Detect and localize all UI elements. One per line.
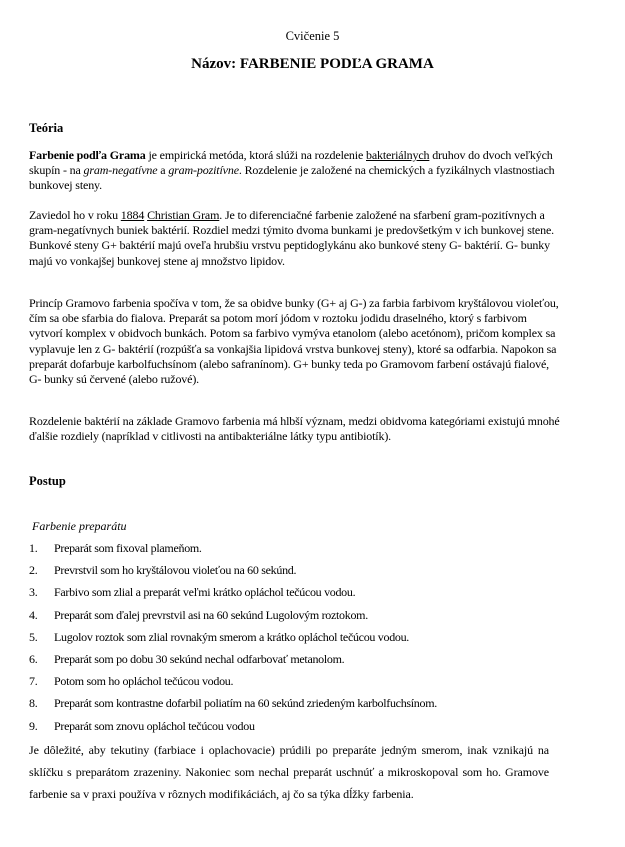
theory-paragraph-2 bbox=[29, 208, 561, 269]
exercise-number: Cvičenie 5 bbox=[285, 29, 340, 43]
step-text: Preparát som kontrastne dofarbil poliatím na 60 sekúnd zriedeným karbolfuchsínom. bbox=[54, 696, 437, 711]
gram-staining-term: Farbenie podľa Grama bbox=[29, 148, 146, 162]
step-text: Lugolov roztok som zlial rovnakým smerom a krátko opláchol tečúcou vodou. bbox=[54, 629, 410, 644]
step-number: 9. bbox=[29, 718, 38, 733]
list-item bbox=[29, 583, 569, 605]
paragraph-text: druhov do dvoch veľkých skupín - na bbox=[29, 148, 553, 178]
step-text: Prevrstvil som ho kryštálovou violeťou na 60 sekúnd. bbox=[54, 563, 297, 578]
step-text: Preparát som po dobu 30 sekúnd nechal odfarbovať metanolom. bbox=[54, 651, 345, 666]
list-item bbox=[29, 672, 569, 694]
document-title: Názov: FARBENIE PODĽA GRAMA bbox=[191, 56, 434, 72]
theory-paragraph-1 bbox=[29, 148, 561, 194]
theory-heading: Teória bbox=[29, 121, 64, 135]
list-item bbox=[29, 717, 569, 739]
procedure-heading: Postup bbox=[29, 474, 66, 488]
theory-paragraph-4: Rozdelenie baktérií na základe Gramovo farbenia má hlbší význam, medzi obidvoma kategóriami existujú mnohé ďalšie rozdiely (napríklad v citlivosti na antibakteriálne látky typu antibiotík). bbox=[29, 414, 560, 444]
step-number: 8. bbox=[29, 696, 38, 711]
step-number: 2. bbox=[29, 563, 38, 578]
step-number: 3. bbox=[29, 585, 38, 600]
list-item bbox=[29, 561, 569, 583]
gram-positive-term: gram-pozitívne bbox=[168, 163, 239, 178]
list-item bbox=[29, 694, 569, 716]
step-text: Preparát som ďalej prevrstvil asi na 60 sekúnd Lugolovým roztokom. bbox=[54, 607, 368, 622]
list-item bbox=[29, 650, 569, 672]
step-text: Preparát som znovu opláchol tečúcou vodou bbox=[54, 718, 255, 733]
paragraph-text: je empirická metóda, ktorá slúži na rozdelenie bbox=[145, 148, 366, 162]
gram-negative-term: gram-negatívne bbox=[83, 163, 158, 178]
step-text: Preparát som fixoval plameňom. bbox=[54, 541, 202, 555]
step-number: 6. bbox=[29, 651, 38, 666]
step-text: Potom som ho opláchol tečúcou vodou. bbox=[54, 674, 234, 689]
procedure-subheading: Farbenie preparátu bbox=[32, 519, 127, 533]
step-number: 7. bbox=[29, 674, 38, 689]
list-item bbox=[29, 539, 569, 561]
list-item bbox=[29, 628, 569, 650]
paragraph-text: . Je to diferenciačné farbenie založené na sfarbení gram-pozitívnych a gram-negatívnych buniek baktérií. Rozdiel medzi týmito dvoma bunkami je predovšetkým v ich bunkovej stene. Bunkové steny G+ baktérií majú oveľa hrubšiu vrstvu peptidoglykánu ako bunkové steny G- baktérií. G- bunky majú vo vonkajšej bunkovej stene aj množstvo lipidov. bbox=[29, 208, 554, 268]
list-item bbox=[29, 606, 569, 628]
bacterial-link[interactable]: bakteriálnych bbox=[366, 148, 430, 162]
step-number: 4. bbox=[29, 607, 38, 622]
procedure-closing-paragraph: Je dôležité, aby tekutiny (farbiace i oplachovacie) prúdili po preparáte jedným smerom, inak vznikajú na sklíčku s preparátom zrazeniny. Nakoniec som nechal preparát uschnúť a mikroskopoval som ho. Gramove farbenie sa v praxi používa v rôznych modifikáciách, aj čo sa týka dĺžky farbenia. bbox=[29, 743, 549, 802]
step-number: 5. bbox=[29, 629, 38, 644]
procedure-steps-list bbox=[29, 539, 569, 739]
paragraph-text: Zaviedol ho v roku bbox=[29, 208, 121, 222]
step-number: 1. bbox=[29, 541, 38, 555]
christian-gram-link[interactable]: Christian Gram bbox=[147, 208, 220, 222]
year-link[interactable]: 1884 bbox=[120, 208, 145, 222]
paragraph-text: . Rozdelenie je založené na chemických a fyzikálnych vlastnostiach bunkovej steny. bbox=[29, 163, 555, 193]
paragraph-text: a bbox=[157, 163, 169, 178]
theory-paragraph-3: Princíp Gramovo farbenia spočíva v tom, že sa obidve bunky (G+ aj G-) za farbia farbivom kryštálovou violeťou, čím sa obe sfarbia do fialova. Preparát sa potom morí jódom v roztoku jodidu draselného, ktorý s farbivom vytvorí komplex v obidvoch bunkách. Potom sa farbivo vymýva etanolom (alebo acetónom), pričom komplex sa vyplavuje len z G- baktérií (rozpúšťa sa vonkajšia lipidová vrstva bunkovej steny), ktoré sa odfarbia. Napokon sa preparát dofarbuje karbolfuchsínom (alebo safranínom). G+ bunky teda po Gramovom farbení ostávajú fialové, G- bunky sú červené (alebo ružové). bbox=[29, 296, 559, 387]
step-text: Farbivo som zlial a preparát veľmi krátko opláchol tečúcou vodou. bbox=[54, 585, 356, 600]
